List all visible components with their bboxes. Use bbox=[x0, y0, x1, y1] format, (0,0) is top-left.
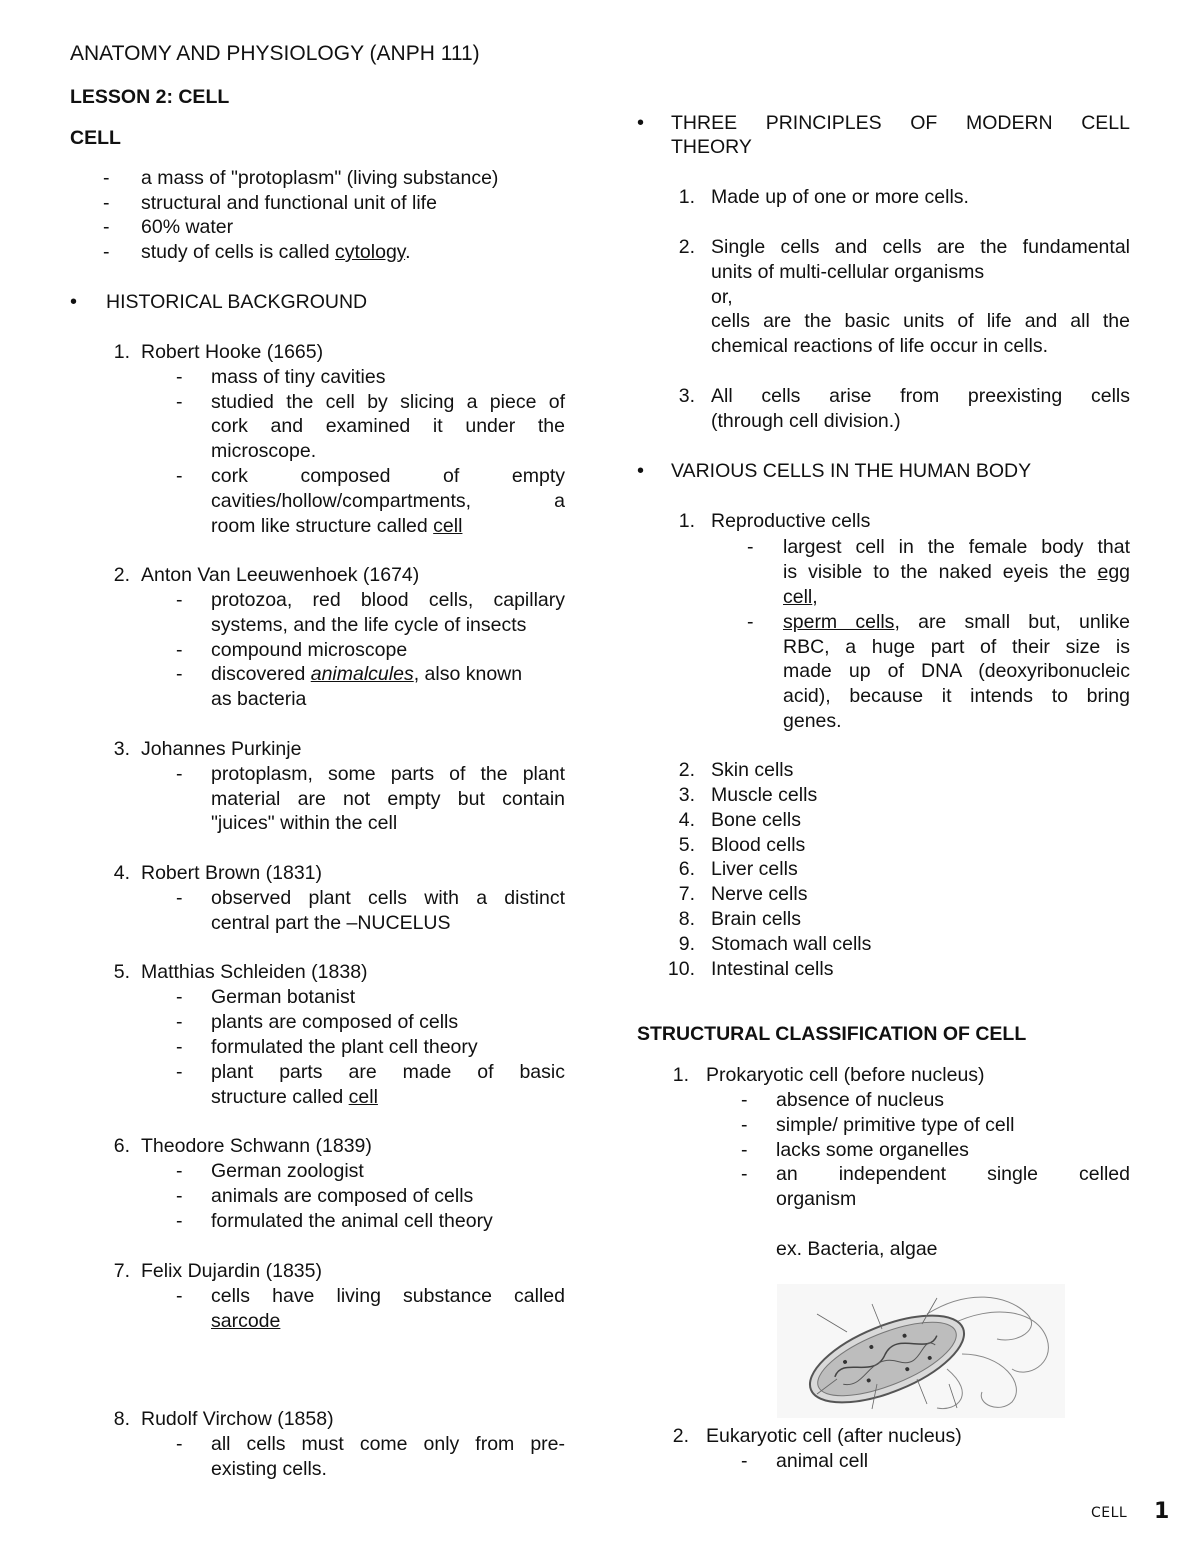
list-number: 4. bbox=[113, 862, 130, 884]
dash: - bbox=[741, 1163, 748, 1185]
detail bbox=[211, 662, 522, 686]
cell-class: Eukaryotic cell (after nucleus) bbox=[706, 1425, 962, 1447]
theory-principle: Made up of one or more cells. bbox=[711, 186, 969, 208]
theory-principle: All cells arise from preexisting cells bbox=[711, 385, 1130, 407]
list-number: 4. bbox=[678, 809, 695, 831]
detail: formulated the animal cell theory bbox=[211, 1210, 493, 1232]
cell-type: Blood cells bbox=[711, 834, 806, 856]
list-number: 6. bbox=[113, 1135, 130, 1157]
cell-type: Muscle cells bbox=[711, 784, 818, 806]
cell-type: Liver cells bbox=[711, 858, 798, 880]
list-number: 8. bbox=[678, 908, 695, 930]
dash: - bbox=[747, 611, 754, 633]
theory-principle: Single cells and cells are the fundamental bbox=[711, 236, 1130, 258]
text: , are small but, unlike bbox=[894, 611, 1130, 633]
cell-type: Skin cells bbox=[711, 759, 794, 781]
detail: compound microscope bbox=[211, 639, 408, 661]
text: , bbox=[812, 586, 818, 608]
dash: - bbox=[103, 167, 110, 189]
text: discovered bbox=[211, 663, 306, 685]
text: room like structure called bbox=[211, 515, 428, 537]
text: , also known bbox=[413, 663, 523, 685]
dash: - bbox=[747, 536, 754, 558]
list-number: 3. bbox=[113, 738, 130, 760]
text: study of cells is called bbox=[141, 241, 330, 263]
list-number: 1. bbox=[678, 186, 695, 208]
detail: German botanist bbox=[211, 986, 356, 1008]
theory-principle: or, bbox=[711, 286, 733, 308]
cytology-term: cytology bbox=[335, 241, 406, 263]
dash: - bbox=[176, 663, 183, 685]
scientist-name: Theodore Schwann (1839) bbox=[141, 1135, 372, 1157]
theory-heading: THREE PRINCIPLES OF MODERN CELL bbox=[671, 112, 1130, 134]
term: cell bbox=[348, 1086, 378, 1108]
dash: - bbox=[741, 1089, 748, 1111]
detail: lacks some organelles bbox=[776, 1139, 969, 1161]
detail bbox=[783, 560, 1130, 584]
cell-type: Bone cells bbox=[711, 809, 801, 831]
scientist-name: Matthias Schleiden (1838) bbox=[141, 961, 368, 983]
detail: mass of tiny cavities bbox=[211, 366, 386, 388]
list-number: 8. bbox=[113, 1408, 130, 1430]
list-number: 9. bbox=[678, 933, 695, 955]
detail: plants are composed of cells bbox=[211, 1011, 459, 1033]
list-number: 1. bbox=[672, 1064, 689, 1086]
scientist-name: Rudolf Virchow (1858) bbox=[141, 1408, 334, 1430]
theory-principle: units of multi-cellular organisms bbox=[711, 261, 985, 283]
detail: "juices" within the cell bbox=[211, 812, 398, 834]
dash: - bbox=[176, 1185, 183, 1207]
term: animalcules bbox=[310, 663, 414, 685]
detail: observed plant cells with a distinct bbox=[211, 887, 565, 909]
dash: - bbox=[176, 1160, 183, 1182]
bullet-icon: • bbox=[637, 112, 645, 134]
bacterium-illustration bbox=[777, 1284, 1065, 1418]
bullet-icon: • bbox=[70, 291, 78, 313]
theory-principle: chemical reactions of life occur in cells. bbox=[711, 335, 1049, 357]
text: structure called bbox=[211, 1086, 344, 1108]
detail: acid), because it intends to bring bbox=[783, 685, 1130, 707]
dash: - bbox=[176, 639, 183, 661]
lesson-title: LESSON 2: CELL bbox=[70, 86, 230, 108]
detail: cavities/hollow/compartments, a bbox=[211, 490, 565, 512]
dash: - bbox=[103, 241, 110, 263]
scientist-name: Robert Hooke (1665) bbox=[141, 341, 324, 363]
dash: - bbox=[176, 366, 183, 388]
detail: sarcode bbox=[211, 1310, 281, 1332]
dash: - bbox=[103, 216, 110, 238]
scientist-name: Felix Dujardin (1835) bbox=[141, 1260, 322, 1282]
detail: protoplasm, some parts of the plant bbox=[211, 763, 565, 785]
term: sperm cells bbox=[783, 611, 895, 633]
list-number: 3. bbox=[678, 385, 695, 407]
detail: material are not empty but contain bbox=[211, 788, 565, 810]
various-heading: VARIOUS CELLS IN THE HUMAN BODY bbox=[671, 460, 1032, 482]
dash: - bbox=[176, 1061, 183, 1083]
detail: genes. bbox=[783, 710, 842, 732]
list-number: 7. bbox=[113, 1260, 130, 1282]
list-number: 1. bbox=[113, 341, 130, 363]
dash: - bbox=[176, 1011, 183, 1033]
detail: cells have living substance called bbox=[211, 1285, 565, 1307]
detail: microscope. bbox=[211, 440, 317, 462]
list-number: 3. bbox=[678, 784, 695, 806]
detail: animals are composed of cells bbox=[211, 1185, 474, 1207]
dash: - bbox=[176, 465, 183, 487]
detail: systems, and the life cycle of insects bbox=[211, 614, 527, 636]
theory-principle: cells are the basic units of life and all the bbox=[711, 310, 1130, 332]
detail: an independent single celled bbox=[776, 1163, 1130, 1185]
detail: as bacteria bbox=[211, 688, 307, 710]
scientist-name: Anton Van Leeuwenhoek (1674) bbox=[141, 564, 420, 586]
dash: - bbox=[176, 391, 183, 413]
prokaryotic-cell-diagram bbox=[777, 1284, 1065, 1418]
cell-type: Nerve cells bbox=[711, 883, 808, 905]
theory-principle: (through cell division.) bbox=[711, 410, 901, 432]
detail: simple/ primitive type of cell bbox=[776, 1114, 1015, 1136]
cell-def-item: structural and functional unit of life bbox=[141, 192, 437, 214]
list-number: 2. bbox=[678, 759, 695, 781]
list-number: 5. bbox=[113, 961, 130, 983]
example: ex. Bacteria, algae bbox=[776, 1238, 938, 1260]
term: egg bbox=[1097, 561, 1131, 583]
list-number: 2. bbox=[672, 1425, 689, 1447]
dash: - bbox=[176, 1433, 183, 1455]
course-title: ANATOMY AND PHYSIOLOGY (ANPH 111) bbox=[70, 42, 480, 65]
list-number: 7. bbox=[678, 883, 695, 905]
detail: studied the cell by slicing a piece of bbox=[211, 391, 565, 413]
detail: largest cell in the female body that bbox=[783, 536, 1130, 558]
list-number: 1. bbox=[678, 510, 695, 532]
detail: organism bbox=[776, 1188, 857, 1210]
history-heading: HISTORICAL BACKGROUND bbox=[106, 291, 368, 313]
theory-heading: THEORY bbox=[671, 136, 752, 158]
dash: - bbox=[176, 986, 183, 1008]
detail: central part the –NUCELUS bbox=[211, 912, 451, 934]
list-number: 5. bbox=[678, 834, 695, 856]
dash: - bbox=[741, 1139, 748, 1161]
detail: animal cell bbox=[776, 1450, 869, 1472]
list-number: 2. bbox=[678, 236, 695, 258]
detail bbox=[211, 1085, 378, 1109]
cell-type: Intestinal cells bbox=[711, 958, 834, 980]
cell-class: Prokaryotic cell (before nucleus) bbox=[706, 1064, 985, 1086]
cell-type: Brain cells bbox=[711, 908, 801, 930]
dash: - bbox=[176, 1210, 183, 1232]
cell-def-item bbox=[141, 240, 411, 264]
detail: German zoologist bbox=[211, 1160, 364, 1182]
section-title: CELL bbox=[70, 127, 121, 149]
list-number: 6. bbox=[678, 858, 695, 880]
dash: - bbox=[176, 763, 183, 785]
page-number: 1 bbox=[1154, 1499, 1170, 1524]
term: cell bbox=[783, 586, 813, 608]
detail: RBC, a huge part of their size is bbox=[783, 636, 1130, 658]
detail: plant parts are made of basic bbox=[211, 1061, 565, 1083]
bullet-icon: • bbox=[637, 460, 645, 482]
dash: - bbox=[741, 1114, 748, 1136]
detail bbox=[783, 610, 1130, 634]
dash: - bbox=[176, 887, 183, 909]
footer-label: CELL bbox=[1091, 1505, 1128, 1521]
text: . bbox=[405, 241, 411, 263]
detail: all cells must come only from pre- bbox=[211, 1433, 565, 1455]
cell-type: Stomach wall cells bbox=[711, 933, 872, 955]
detail: made up of DNA (deoxyribonucleic bbox=[783, 660, 1130, 682]
detail: cork and examined it under the bbox=[211, 415, 565, 437]
detail: existing cells. bbox=[211, 1458, 327, 1480]
dash: - bbox=[176, 589, 183, 611]
cell-def-item: a mass of "protoplasm" (living substance) bbox=[141, 167, 499, 189]
dash: - bbox=[103, 192, 110, 214]
term: cell bbox=[433, 515, 463, 537]
list-number: 10. bbox=[667, 958, 695, 980]
detail: formulated the plant cell theory bbox=[211, 1036, 478, 1058]
dash: - bbox=[741, 1450, 748, 1472]
dash: - bbox=[176, 1036, 183, 1058]
detail bbox=[783, 585, 818, 609]
cell-def-item: 60% water bbox=[141, 216, 234, 238]
scientist-name: Robert Brown (1831) bbox=[141, 862, 323, 884]
scientist-name: Johannes Purkinje bbox=[141, 738, 302, 760]
detail: cork composed of empty bbox=[211, 465, 565, 487]
dash: - bbox=[176, 1285, 183, 1307]
detail: protozoa, red blood cells, capillary bbox=[211, 589, 565, 611]
detail bbox=[211, 514, 462, 538]
list-number: 2. bbox=[113, 564, 130, 586]
detail: absence of nucleus bbox=[776, 1089, 945, 1111]
text: is visible to the naked eyeis the bbox=[783, 561, 1087, 583]
cell-type: Reproductive cells bbox=[711, 510, 871, 532]
structural-heading: STRUCTURAL CLASSIFICATION OF CELL bbox=[637, 1023, 1027, 1045]
